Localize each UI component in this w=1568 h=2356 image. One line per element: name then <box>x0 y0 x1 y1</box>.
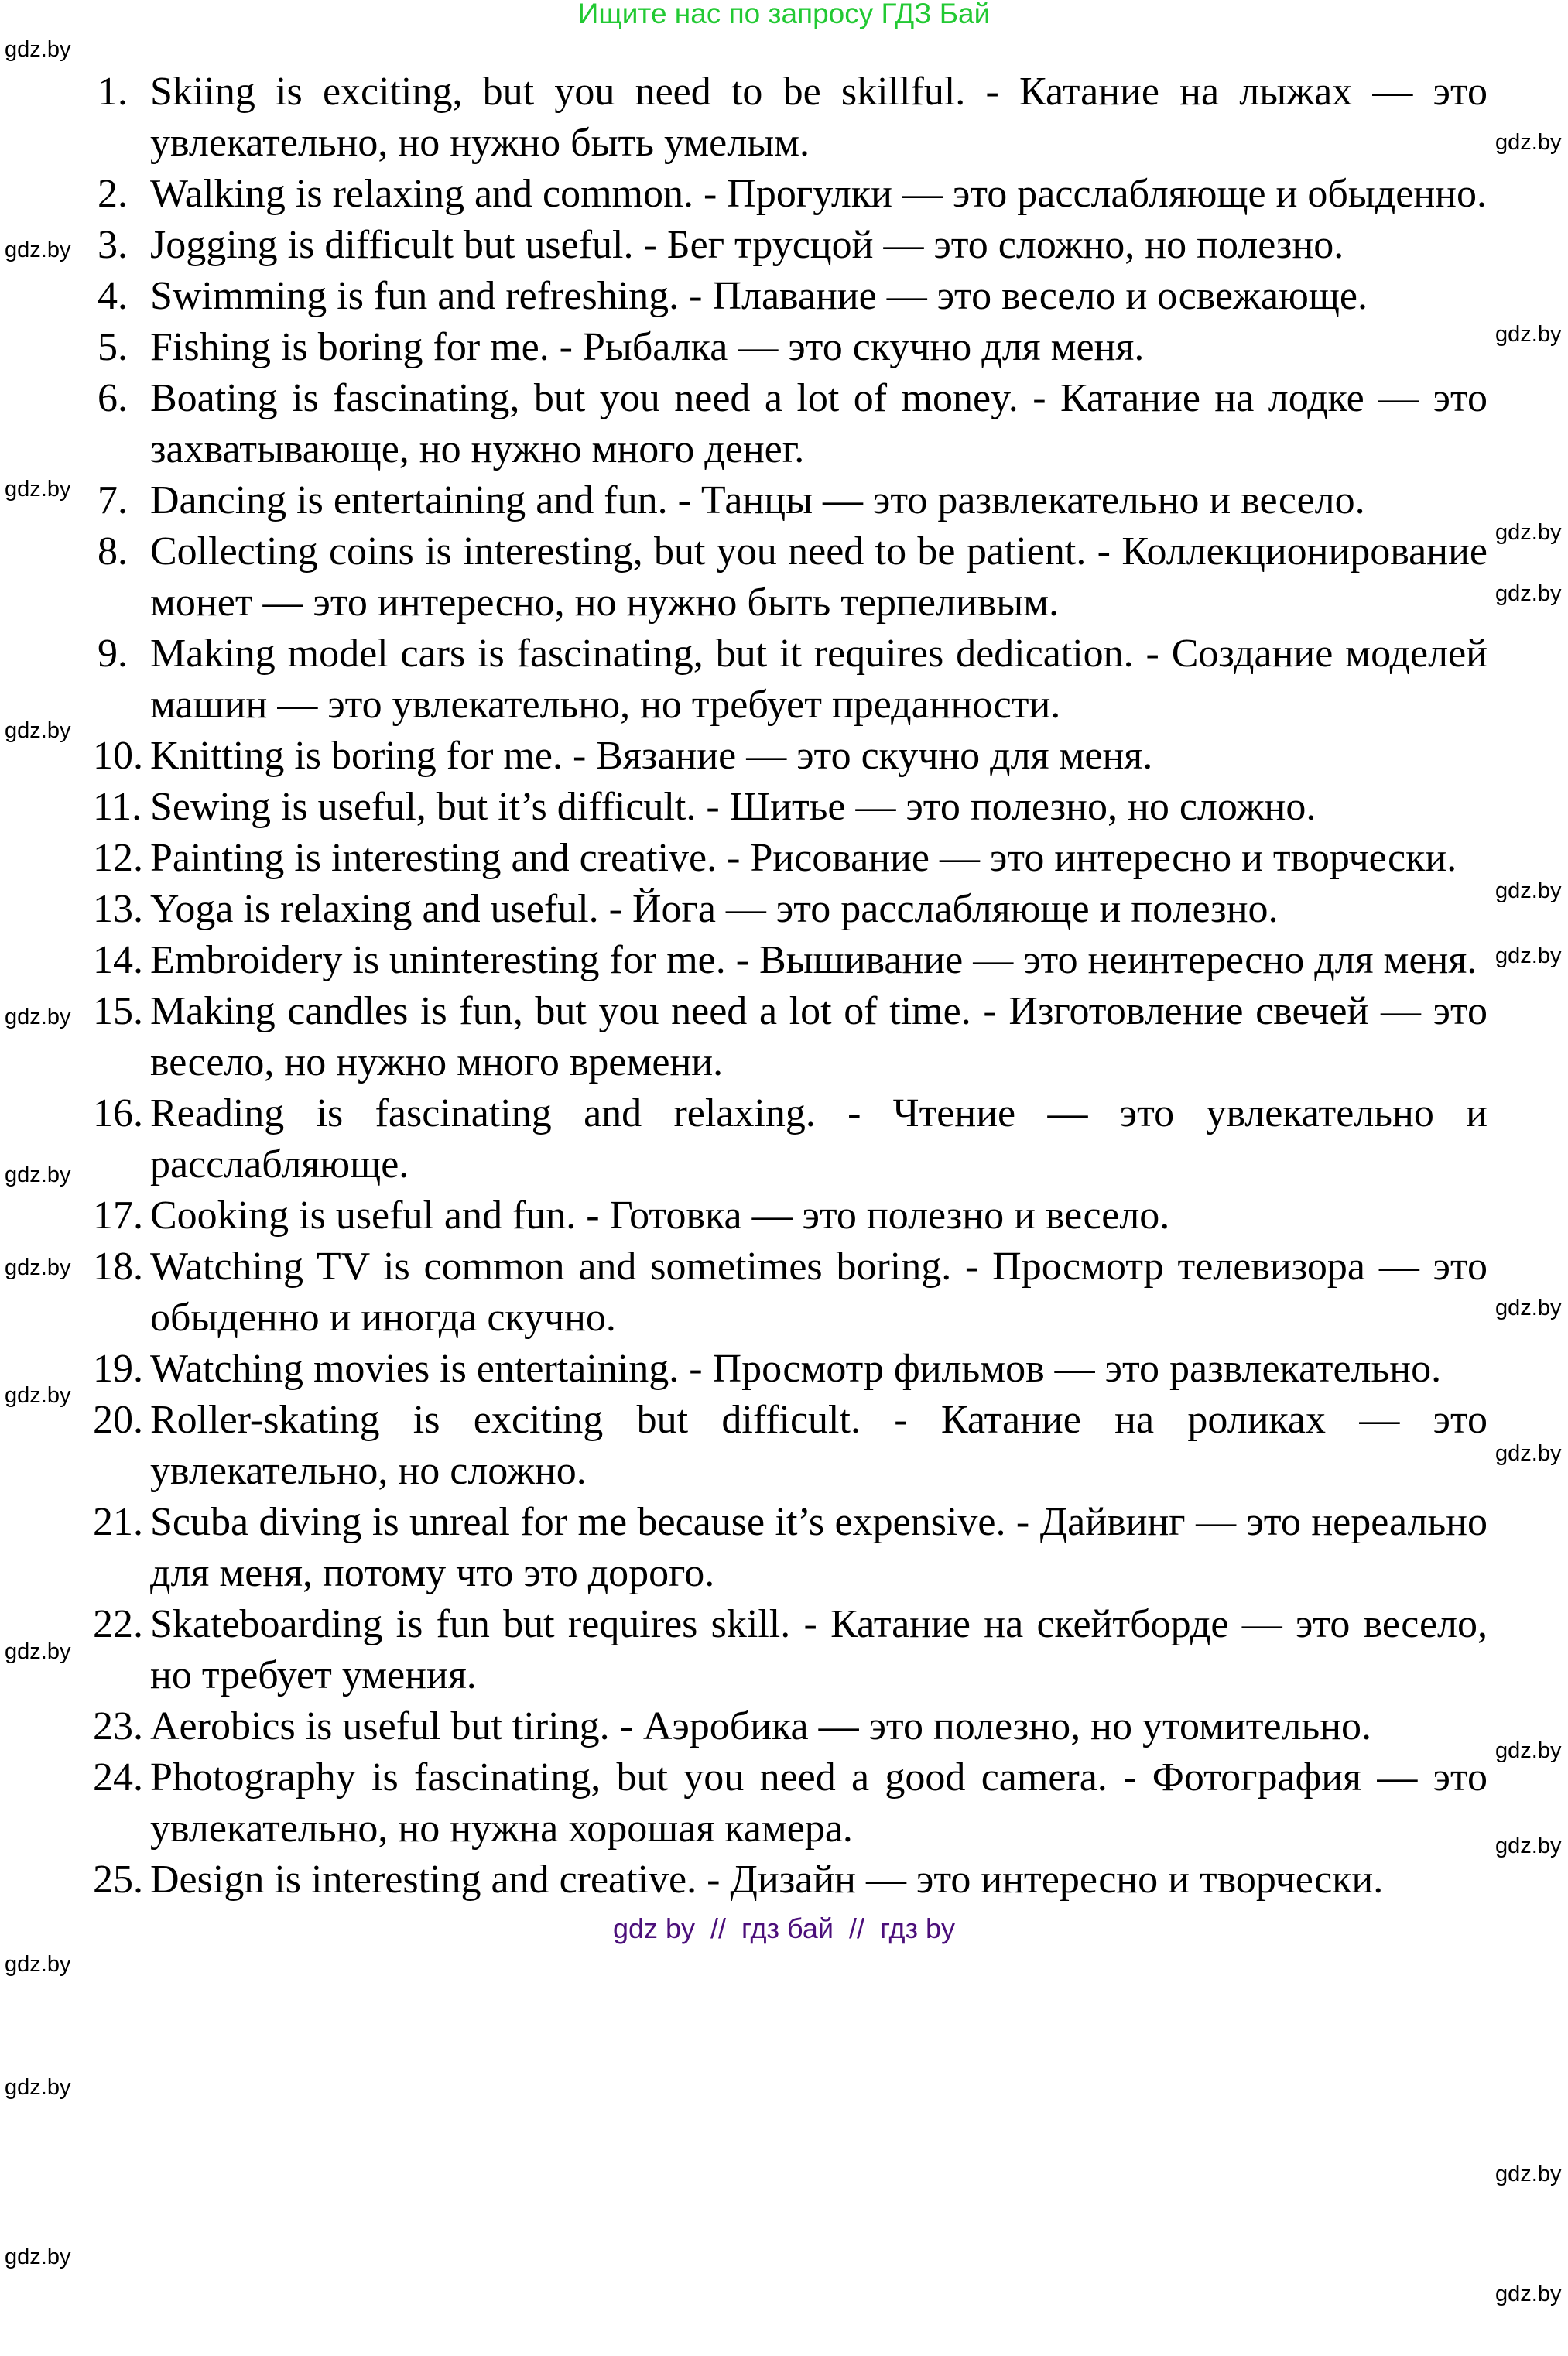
item-text: Watching movies is entertaining. - Просмотр фильмов — это развлекательно. <box>150 1347 1442 1391</box>
watermark: gdz.by <box>5 1952 71 1977</box>
item-number: 13. <box>93 887 143 931</box>
list-item <box>93 1701 1488 1752</box>
item-number: 10. <box>93 734 143 778</box>
item-text: Skateboarding is fun but requires skill. - Катание на скейтборде — это весело, но требует умения. <box>150 1602 1488 1697</box>
item-number: 7. <box>98 478 128 522</box>
list-item <box>98 628 1488 731</box>
watermark: gdz.by <box>1495 2282 1562 2306</box>
item-text: Walking is relaxing and common. - Прогулки — это расслабляюще и обыденно. <box>150 172 1487 216</box>
list-item <box>98 373 1488 475</box>
item-text: Boating is fascinating, but you need a lot of money. - Катание на лодке — это захватывающе, но нужно много денег. <box>150 376 1488 471</box>
list-item <box>98 169 1488 220</box>
item-number: 12. <box>93 836 143 880</box>
watermark: gdz.by <box>5 1383 71 1408</box>
watermark: gdz.by <box>5 37 71 62</box>
watermark: gdz.by <box>5 1639 71 1664</box>
item-number: 6. <box>98 376 128 420</box>
item-text: Making model cars is fascinating, but it requires dedication. - Создание моделей машин — это увлекательно, но требует преданности. <box>150 632 1488 727</box>
list-item <box>93 833 1488 884</box>
item-number: 3. <box>98 223 128 267</box>
list-item <box>93 1599 1488 1701</box>
item-number: 5. <box>98 325 128 369</box>
item-text: Making candles is fun, but you need a lot of time. - Изготовление свечей — это весело, но нужно много времени. <box>150 989 1488 1084</box>
watermark: gdz.by <box>1495 878 1562 903</box>
list-item <box>93 1088 1488 1190</box>
watermark: gdz.by <box>1495 1296 1562 1320</box>
list-item <box>98 220 1488 271</box>
list-item <box>98 322 1488 373</box>
item-text: Yoga is relaxing and useful. - Йога — это расслабляюще и полезно. <box>150 887 1279 931</box>
item-text: Design is interesting and creative. - Дизайн — это интересно и творчески. <box>150 1858 1384 1902</box>
search-hint-banner: Ищите нас по запросу ГДЗ Бай <box>577 0 991 29</box>
item-number: 9. <box>98 632 128 676</box>
item-text: Collecting coins is interesting, but you need to be patient. - Коллекционирование монет — это интересно, но нужно быть терпеливым. <box>150 529 1488 625</box>
list-item <box>93 1241 1488 1344</box>
watermark: gdz.by <box>5 238 71 262</box>
list-item <box>93 1854 1488 1906</box>
item-number: 24. <box>93 1755 143 1800</box>
list-item <box>93 1752 1488 1854</box>
item-text: Scuba diving is unreal for me because it’s expensive. - Дайвинг — это нереально для меня, потому что это дорого. <box>150 1500 1488 1595</box>
watermark: gdz.by <box>1495 130 1562 155</box>
list-item <box>93 935 1488 986</box>
item-text: Reading is fascinating and relaxing. - Чтение — это увлекательно и расслабляюще. <box>150 1091 1488 1187</box>
item-number: 25. <box>93 1858 143 1902</box>
watermark: gdz.by <box>5 1005 71 1029</box>
item-number: 1. <box>98 70 128 114</box>
item-text: Painting is interesting and creative. - Рисование — это интересно и творчески. <box>150 836 1457 880</box>
list-item <box>98 526 1488 628</box>
item-text: Jogging is difficult but useful. - Бег трусцой — это сложно, но полезно. <box>150 223 1344 267</box>
item-text: Sewing is useful, but it’s difficult. - Шитье — это полезно, но сложно. <box>150 785 1316 829</box>
watermark: gdz.by <box>1495 322 1562 347</box>
item-number: 11. <box>93 785 142 829</box>
watermark: gdz.by <box>1495 943 1562 968</box>
item-number: 22. <box>93 1602 143 1646</box>
item-number: 4. <box>98 274 128 318</box>
item-text: Dancing is entertaining and fun. - Танцы — это развлекательно и весело. <box>150 478 1365 522</box>
watermark: gdz.by <box>1495 1441 1562 1466</box>
watermark: gdz.by <box>1495 2162 1562 2186</box>
item-text: Watching TV is common and sometimes boring. - Просмотр телевизора — это обыденно и иногда скучно. <box>150 1245 1488 1340</box>
watermark: gdz.by <box>1495 520 1562 545</box>
item-number: 8. <box>98 529 128 574</box>
watermark: gdz.by <box>5 477 71 502</box>
list-item <box>93 986 1488 1088</box>
item-text: Skiing is exciting, but you need to be skillful. - Катание на лыжах — это увлекательно, но нужно быть умелым. <box>150 70 1488 165</box>
footer-links[interactable]: gdz by // гдз бай // гдз by <box>612 1913 956 1944</box>
item-text: Knitting is boring for me. - Вязание — это скучно для меня. <box>150 734 1153 778</box>
item-number: 15. <box>93 989 143 1033</box>
list-item <box>98 475 1488 526</box>
item-text: Roller-skating is exciting but difficult. - Катание на роликах — это увлекательно, но сложно. <box>150 1398 1488 1493</box>
list-item <box>93 731 1488 782</box>
item-number: 16. <box>93 1091 143 1135</box>
watermark: gdz.by <box>5 1163 71 1187</box>
watermark: gdz.by <box>1495 1834 1562 1858</box>
item-number: 18. <box>93 1245 143 1289</box>
list-item <box>93 1497 1488 1599</box>
item-text: Swimming is fun and refreshing. - Плавание — это весело и освежающе. <box>150 274 1368 318</box>
list-item <box>98 271 1488 322</box>
item-number: 14. <box>93 938 143 982</box>
item-text: Cooking is useful and fun. - Готовка — это полезно и весело. <box>150 1193 1170 1238</box>
item-number: 20. <box>93 1398 143 1442</box>
item-text: Aerobics is useful but tiring. - Аэробика — это полезно, но утомительно. <box>150 1704 1372 1748</box>
item-number: 2. <box>98 172 128 216</box>
list-item <box>93 1395 1488 1497</box>
list-item <box>93 884 1488 935</box>
item-text: Photography is fascinating, but you need a good camera. - Фотография — это увлекательно, но нужна хорошая камера. <box>150 1755 1488 1851</box>
list-item <box>93 782 1488 833</box>
watermark: gdz.by <box>5 1255 71 1280</box>
watermark: gdz.by <box>5 2245 71 2269</box>
exercise-answer-list <box>93 0 1488 1906</box>
item-text: Fishing is boring for me. - Рыбалка — это скучно для меня. <box>150 325 1145 369</box>
item-number: 23. <box>93 1704 143 1748</box>
watermark: gdz.by <box>5 718 71 743</box>
list-item <box>93 1190 1488 1241</box>
item-number: 19. <box>93 1347 143 1391</box>
item-number: 17. <box>93 1193 143 1238</box>
watermark: gdz.by <box>1495 1738 1562 1763</box>
watermark: gdz.by <box>5 2075 71 2100</box>
item-text: Embroidery is uninteresting for me. - Вышивание — это неинтересно для меня. <box>150 938 1477 982</box>
list-item <box>93 1344 1488 1395</box>
list-item <box>98 67 1488 169</box>
watermark: gdz.by <box>1495 581 1562 606</box>
item-number: 21. <box>93 1500 143 1544</box>
